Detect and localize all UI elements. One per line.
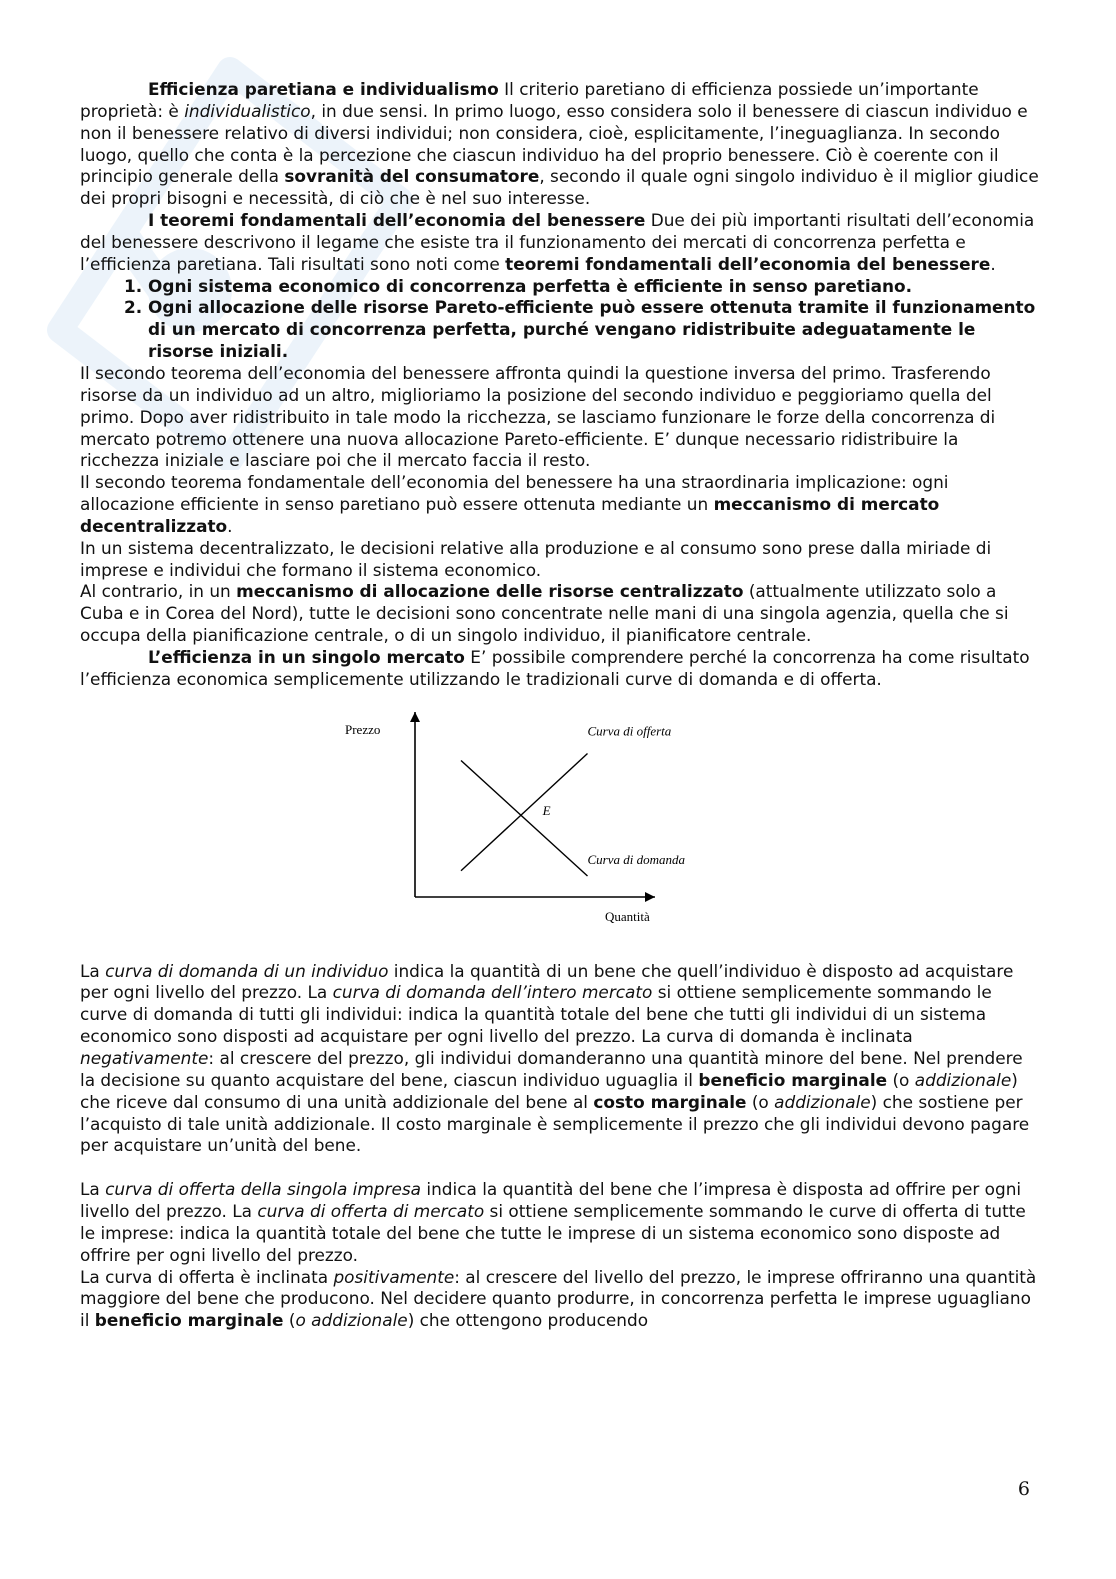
bold-term: meccanismo di mercato decentralizzato — [80, 494, 940, 536]
paragraph-implication — [80, 472, 1040, 538]
emphasis: individualistico — [184, 100, 311, 121]
text: La — [80, 960, 106, 981]
text: : al crescere del livello del prezzo, le imprese offriranno una quantità maggiore del bene che producono. Nel decidere quanto produrre, in concorrenza perfetta le imprese uguagliano il — [80, 1266, 1037, 1331]
emphasis: curva di offerta di mercato — [257, 1201, 485, 1222]
bold-term: costo marginale — [593, 1091, 747, 1112]
paragraph-supply-curve — [80, 1179, 1040, 1266]
text: La curva di offerta è inclinata — [80, 1266, 334, 1287]
emphasis: addizionale — [774, 1091, 871, 1112]
text: La — [80, 1179, 106, 1200]
chart-svg — [330, 697, 690, 927]
paragraph-centralized — [80, 581, 1040, 647]
emphasis: curva di domanda di un individuo — [105, 960, 389, 981]
text: Al contrario, in un — [80, 581, 237, 602]
bold-term: meccanismo di allocazione delle risorse centralizzato — [236, 581, 744, 602]
x-axis-label: Quantità — [605, 908, 650, 924]
text: (o — [746, 1091, 775, 1112]
supply-curve-label: Curva di offerta — [587, 723, 672, 739]
emphasis: curva di offerta della singola impresa — [105, 1179, 422, 1200]
theorem-item: 1. Ogni sistema economico di concorrenza perfetta è efficiente in senso paretiano. — [148, 276, 1040, 298]
equilibrium-label: E — [542, 802, 551, 818]
text: . — [227, 515, 233, 536]
text: E’ possibile comprendere perché la concorrenza ha come risultato l’efficienza economica semplicemente utilizzando le tradizionali curve di domanda e di offerta. — [80, 646, 1030, 689]
y-axis-label: Prezzo — [345, 721, 381, 737]
theorem-item: 2. Ogni allocazione delle risorse Pareto-efficiente può essere ottenuta tramite il funzionamento di un mercato di concorrenza perfetta, purché vengano ridistribuite adeguatamente le risorse iniziali. — [148, 297, 1040, 363]
text: : al crescere del prezzo, gli individui domanderanno una quantità minore del bene. Nel prendere la decisione su quanto acquistare del bene, ciascun individuo uguaglia il — [80, 1048, 1023, 1090]
bold-term: teoremi fondamentali dell’economia del benessere — [505, 253, 991, 274]
demand-curve — [461, 760, 588, 876]
paragraph-pareto-individualism — [80, 79, 1040, 210]
text: ( — [283, 1310, 296, 1331]
x-axis-arrow — [645, 892, 655, 902]
bold-term: beneficio marginale — [94, 1310, 284, 1331]
text: , secondo il quale ogni singolo individuo è il miglior giudice dei propri bisogni e necessità, di ciò che è nel suo interesse. — [80, 166, 1039, 209]
paragraph-decentralized: In un sistema decentralizzato, le decisioni relative alla produzione e al consumo sono prese dalla miriade di imprese e individui che formano il sistema economico. — [80, 537, 992, 580]
emphasis: negativamente — [80, 1048, 209, 1068]
emphasis: o addizionale — [295, 1310, 408, 1331]
emphasis: positivamente — [333, 1266, 455, 1287]
text: . — [990, 253, 996, 274]
text: si ottiene semplicemente sommando le curve di domanda di tutti gli individui: indica la quantità totale del bene che tutti gli individui di un sistema economico sono disposti ad acquistare per ogni livello del prezzo. La curva di domanda è inclinata — [80, 982, 992, 1047]
paragraph-single-market — [80, 647, 1040, 691]
text: ) che ottengono producendo — [407, 1310, 649, 1331]
text: (attualmente utilizzato solo a Cuba e in Corea del Nord), tutte le decisioni sono concentrate nelle mani di una singola agenzia, quella che si occupa della pianificazione centrale, o di un singolo individuo, il pianificatore centrale. — [80, 581, 1009, 646]
text: Due dei più importanti risultati dell’economia del benessere descrivono il legame che esiste tra il funzionamento dei mercati di concorrenza perfetta e l’efficienza paretiana. Tali risultati sono noti come — [80, 210, 1035, 274]
y-axis-arrow — [410, 712, 420, 722]
demand-curve-label: Curva di domanda — [587, 851, 685, 867]
paragraph-supply-slope — [80, 1267, 1040, 1333]
paragraph-demand-curve — [80, 961, 1040, 1158]
text: ) che sostiene per l’acquisto di tale unità addizionale. Il costo marginale è semplicemente il prezzo che gli individui devono pagare per acquistare un’unità del bene. — [80, 1091, 1030, 1156]
text: indica la quantità del bene che l’impresa è disposta ad offrire per ogni livello del prezzo. La — [80, 1179, 1022, 1222]
document-body — [80, 79, 1040, 1332]
text: si ottiene semplicemente sommando le curve di offerta di tutte le imprese: indica la quantità totale del bene che tutte le imprese di un sistema economico sono disposte ad offrire per ogni livello del prezzo. — [80, 1201, 1026, 1265]
text: indica la quantità di un bene che quell’individuo è disposto ad acquistare per ogni livello del prezzo. La — [80, 960, 1014, 1003]
text: (o — [887, 1069, 915, 1090]
bold-term: sovranità del consumatore — [284, 166, 540, 187]
text: , in due sensi. In primo luogo, esso considera solo il benessere di ciascun individuo e non il benessere relativo di diversi individui; non considera, cioè, esplicitamente, l’ineguaglianza. In secondo luogo, quello che conta è la percezione che ciascun individuo ha del proprio benessere. Ciò è coerente con il principio generale della — [80, 100, 1028, 187]
text: ) che riceve dal consumo di una unità addizionale del bene al — [80, 1069, 1018, 1112]
paragraph-second-theorem: Il secondo teorema dell’economia del benessere affronta quindi la questione inversa del primo. Trasferendo risorse da un individuo ad un altro, miglioriamo la posizione del secondo individuo e peggioriamo quella del primo. Dopo aver ridistribuito in tale modo la ricchezza, se lasciamo funzionare le forze della concorrenza di mercato potremo ottenere una nuova allocazione Pareto-efficiente. E’ dunque necessario ridistribuire la ricchezza iniziale e lasciare poi che il mercato faccia il resto. — [80, 362, 996, 471]
page-number: 6 — [1017, 1478, 1030, 1500]
emphasis: curva di domanda dell’intero mercato — [332, 982, 653, 1003]
emphasis: addizionale — [914, 1069, 1012, 1090]
section-title: Efficienza paretiana e individualismo — [148, 79, 499, 99]
theorems-list — [80, 276, 1040, 363]
text: Il secondo teorema fondamentale dell’economia del benessere ha una straordinaria implicazione: ogni allocazione efficiente in senso paretiano può essere ottenuta mediante un — [80, 472, 949, 515]
supply-demand-chart — [80, 691, 1040, 961]
section-title: L’efficienza in un singolo mercato — [148, 646, 465, 667]
paragraph-welfare-theorems — [80, 210, 1040, 276]
bold-term: beneficio marginale — [698, 1069, 888, 1090]
text: Il criterio paretiano di efficienza possiede un’importante proprietà: è — [80, 79, 979, 121]
section-title: I teoremi fondamentali dell’economia del benessere — [148, 210, 646, 231]
supply-curve — [461, 753, 588, 870]
